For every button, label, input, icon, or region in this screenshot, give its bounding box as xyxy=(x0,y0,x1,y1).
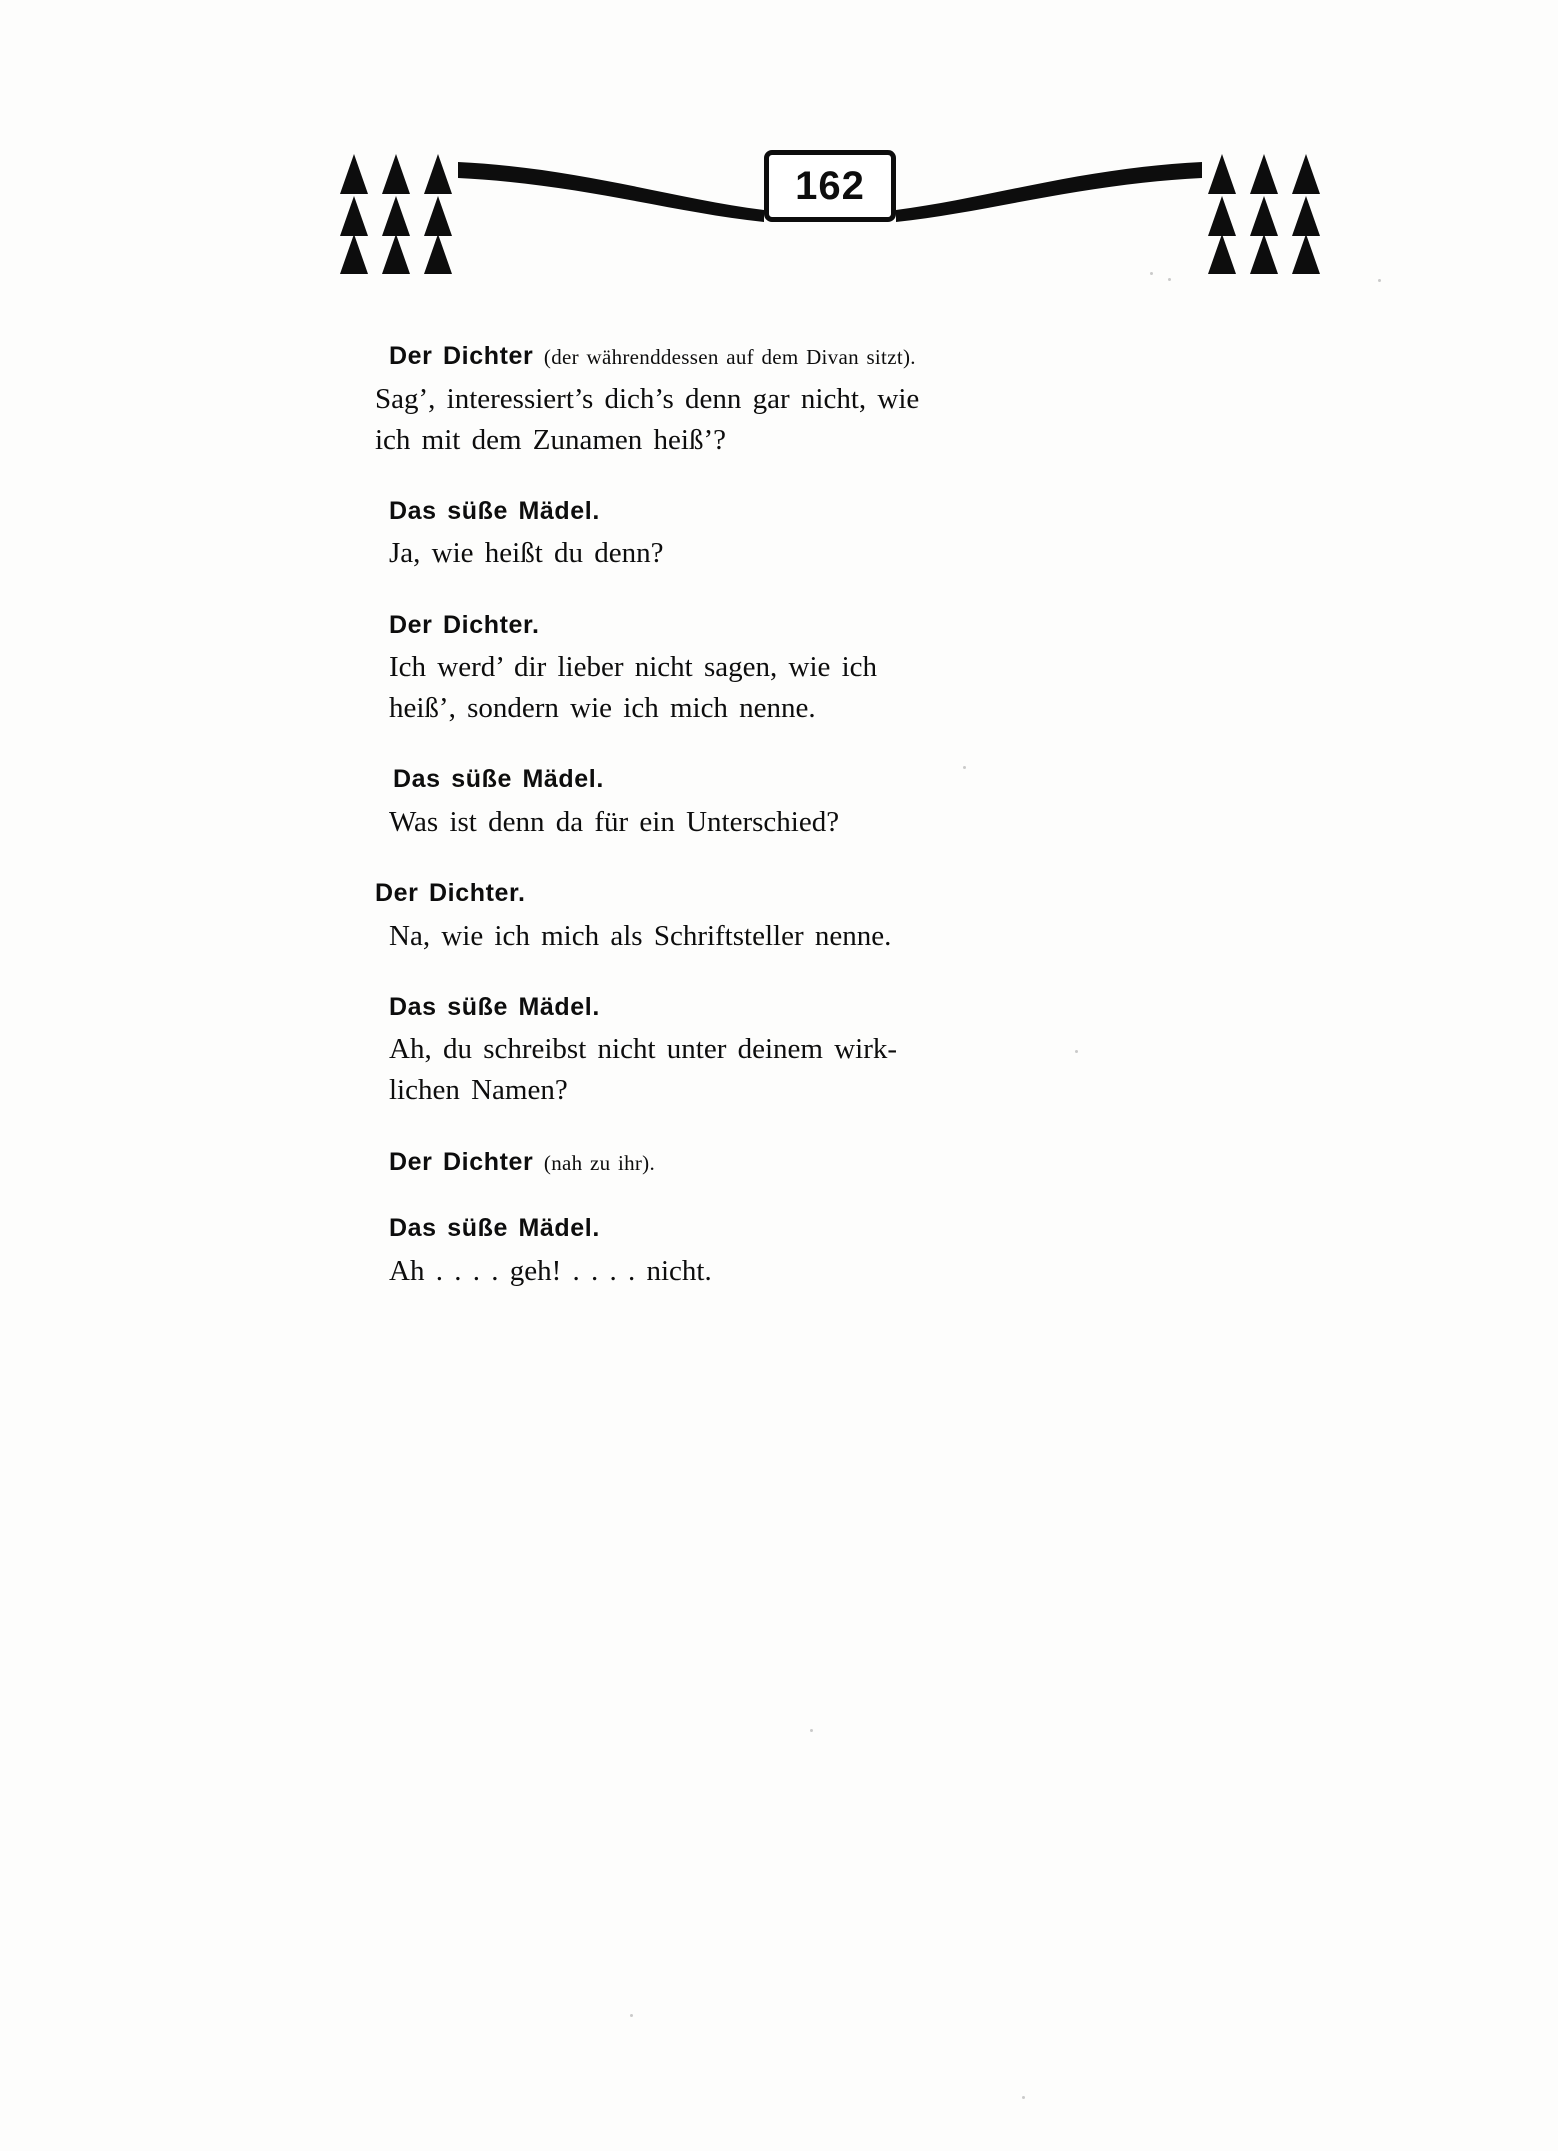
dialogue-block xyxy=(375,991,1245,1112)
dialogue-block xyxy=(375,1146,1245,1179)
dialogue-line: lichen Namen? xyxy=(389,1074,568,1107)
speaker-name: Das süße Mädel. xyxy=(389,496,600,525)
page-header-ornament xyxy=(340,150,1320,275)
scan-speck xyxy=(1168,278,1171,281)
speaker-label xyxy=(393,763,1245,796)
rule-left xyxy=(458,162,764,222)
speaker-label xyxy=(389,991,1245,1024)
speaker-label xyxy=(389,1146,1245,1179)
rule-right xyxy=(896,162,1202,222)
dialogue-line: ich mit dem Zunamen heiß’? xyxy=(375,423,727,456)
speaker-name: Der Dichter. xyxy=(375,879,526,908)
scan-speck xyxy=(1150,272,1153,275)
dialogue-block xyxy=(375,340,1245,461)
stage-direction: (der währenddessen auf dem Divan sitzt). xyxy=(543,345,916,369)
scan-speck xyxy=(1075,1050,1078,1053)
dialogue-line: Ah . . . . geh! . . . . nicht. xyxy=(389,1254,712,1287)
dialogue-block xyxy=(375,609,1245,730)
speaker-name: Der Dichter xyxy=(389,1147,534,1176)
speaker-label xyxy=(375,877,1245,910)
dialogue-line: Ja, wie heißt du denn? xyxy=(389,537,664,570)
speaker-name: Das süße Mädel. xyxy=(389,1214,600,1243)
scan-speck xyxy=(1022,2096,1025,2099)
dialogue-body xyxy=(375,340,1245,1326)
dialogue-line: heiß’, sondern wie ich mich nenne. xyxy=(389,692,816,725)
dialogue-block xyxy=(375,495,1245,575)
scan-speck xyxy=(810,1729,813,1732)
dialogue-block xyxy=(375,877,1245,957)
scan-speck xyxy=(630,2014,633,2017)
speaker-label xyxy=(389,340,1245,373)
dialogue-block xyxy=(375,1212,1245,1292)
stage-direction: (nah zu ihr). xyxy=(543,1150,656,1175)
speaker-name: Der Dichter. xyxy=(389,610,540,639)
dialogue-block xyxy=(375,763,1245,843)
speaker-name: Das süße Mädel. xyxy=(389,992,600,1021)
dialogue-line: Ich werd’ dir lieber nicht sagen, wie ich xyxy=(389,651,878,684)
speaker-name: Der Dichter xyxy=(389,342,534,370)
dialogue-line: Was ist denn da für ein Unterschied? xyxy=(389,805,840,838)
triangle-cluster-right xyxy=(1208,154,1320,274)
dialogue-line: Na, wie ich mich als Schriftsteller nenne. xyxy=(389,919,892,952)
scan-speck xyxy=(1378,279,1381,282)
dialogue-line: Sag’, interessiert’s dich’s denn gar nicht, wie xyxy=(375,382,920,415)
triangle-cluster-left xyxy=(340,154,452,275)
page-number: 162 xyxy=(764,150,896,222)
speaker-label xyxy=(389,609,1245,642)
scan-speck xyxy=(963,766,966,769)
speaker-label xyxy=(389,495,1245,528)
dialogue-line: Ah, du schreibst nicht unter deinem wirk- xyxy=(389,1033,898,1066)
speaker-name: Das süße Mädel. xyxy=(393,765,604,794)
speaker-label xyxy=(389,1212,1245,1245)
